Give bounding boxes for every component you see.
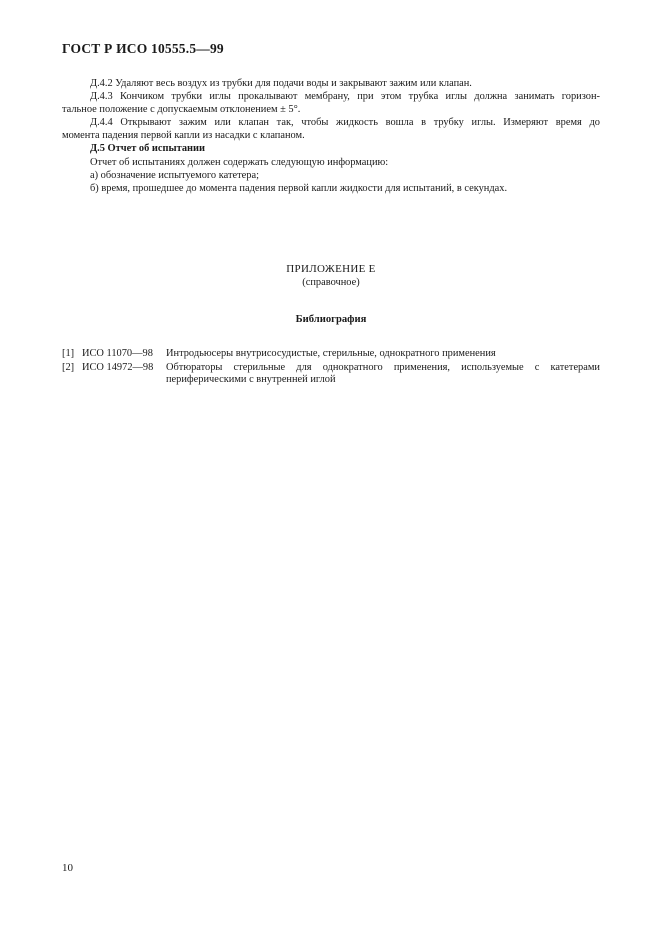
bibliography-item — [62, 362, 600, 387]
list-item-a: а) обозначение испытуемого катетера; — [90, 169, 259, 181]
bibliography-list — [62, 348, 600, 388]
paragraph-d44-line2: момента падения первой капли из насадки с клапаном. — [62, 130, 305, 142]
body-text — [62, 77, 600, 195]
appendix-title: ПРИЛОЖЕНИЕ Е — [286, 263, 376, 275]
paragraph-d42: Д.4.2 Удаляют весь воздух из трубки для подачи воды и закрывают зажим или клапан. — [90, 78, 472, 89]
bibliography-item-number: [2] — [62, 361, 75, 373]
section-d5-intro: Отчет об испытаниях должен содержать следующую информацию: — [90, 156, 389, 168]
paragraph-d43-line2: тальное положение с допускаемым отклонением ± 5°. — [62, 104, 301, 116]
list-item-b: б) время, прошедшее до момента падения первой капли жидкости для испытаний, в секундах. — [90, 182, 508, 194]
document-header: ГОСТ Р ИСО 10555.5—99 — [62, 41, 224, 56]
paragraph-d43-line1: Д.4.3 Кончиком трубки иглы прокалывают мембрану, при этом трубка иглы должна занимать горизон- — [90, 91, 600, 103]
page-number: 10 — [62, 862, 73, 874]
bibliography-title: Библиография — [295, 314, 367, 325]
bibliography-item-number: [1] — [62, 348, 75, 359]
bibliography-item-text: Интродьюсеры внутрисосудистые, стерильные, однократного применения — [166, 348, 496, 359]
appendix-subtitle: (справочное) — [302, 277, 360, 288]
appendix-heading — [62, 263, 600, 289]
paragraph-d44-line1: Д.4.4 Открывают зажим или клапан так, чтобы жидкость вошла в трубку иглы. Измеряют время до — [90, 117, 600, 129]
bibliography-item-code: ИСО 14972—98 — [82, 361, 154, 373]
section-d5-title: Д.5 Отчет об испытании — [90, 143, 205, 155]
bibliography-item — [62, 348, 600, 361]
bibliography-item-text: Обтюраторы стерильные для однократного применения, используемые с катетерами периферическими с внутренней иглой — [166, 361, 600, 386]
bibliography-item-code: ИСО 11070—98 — [82, 348, 153, 359]
